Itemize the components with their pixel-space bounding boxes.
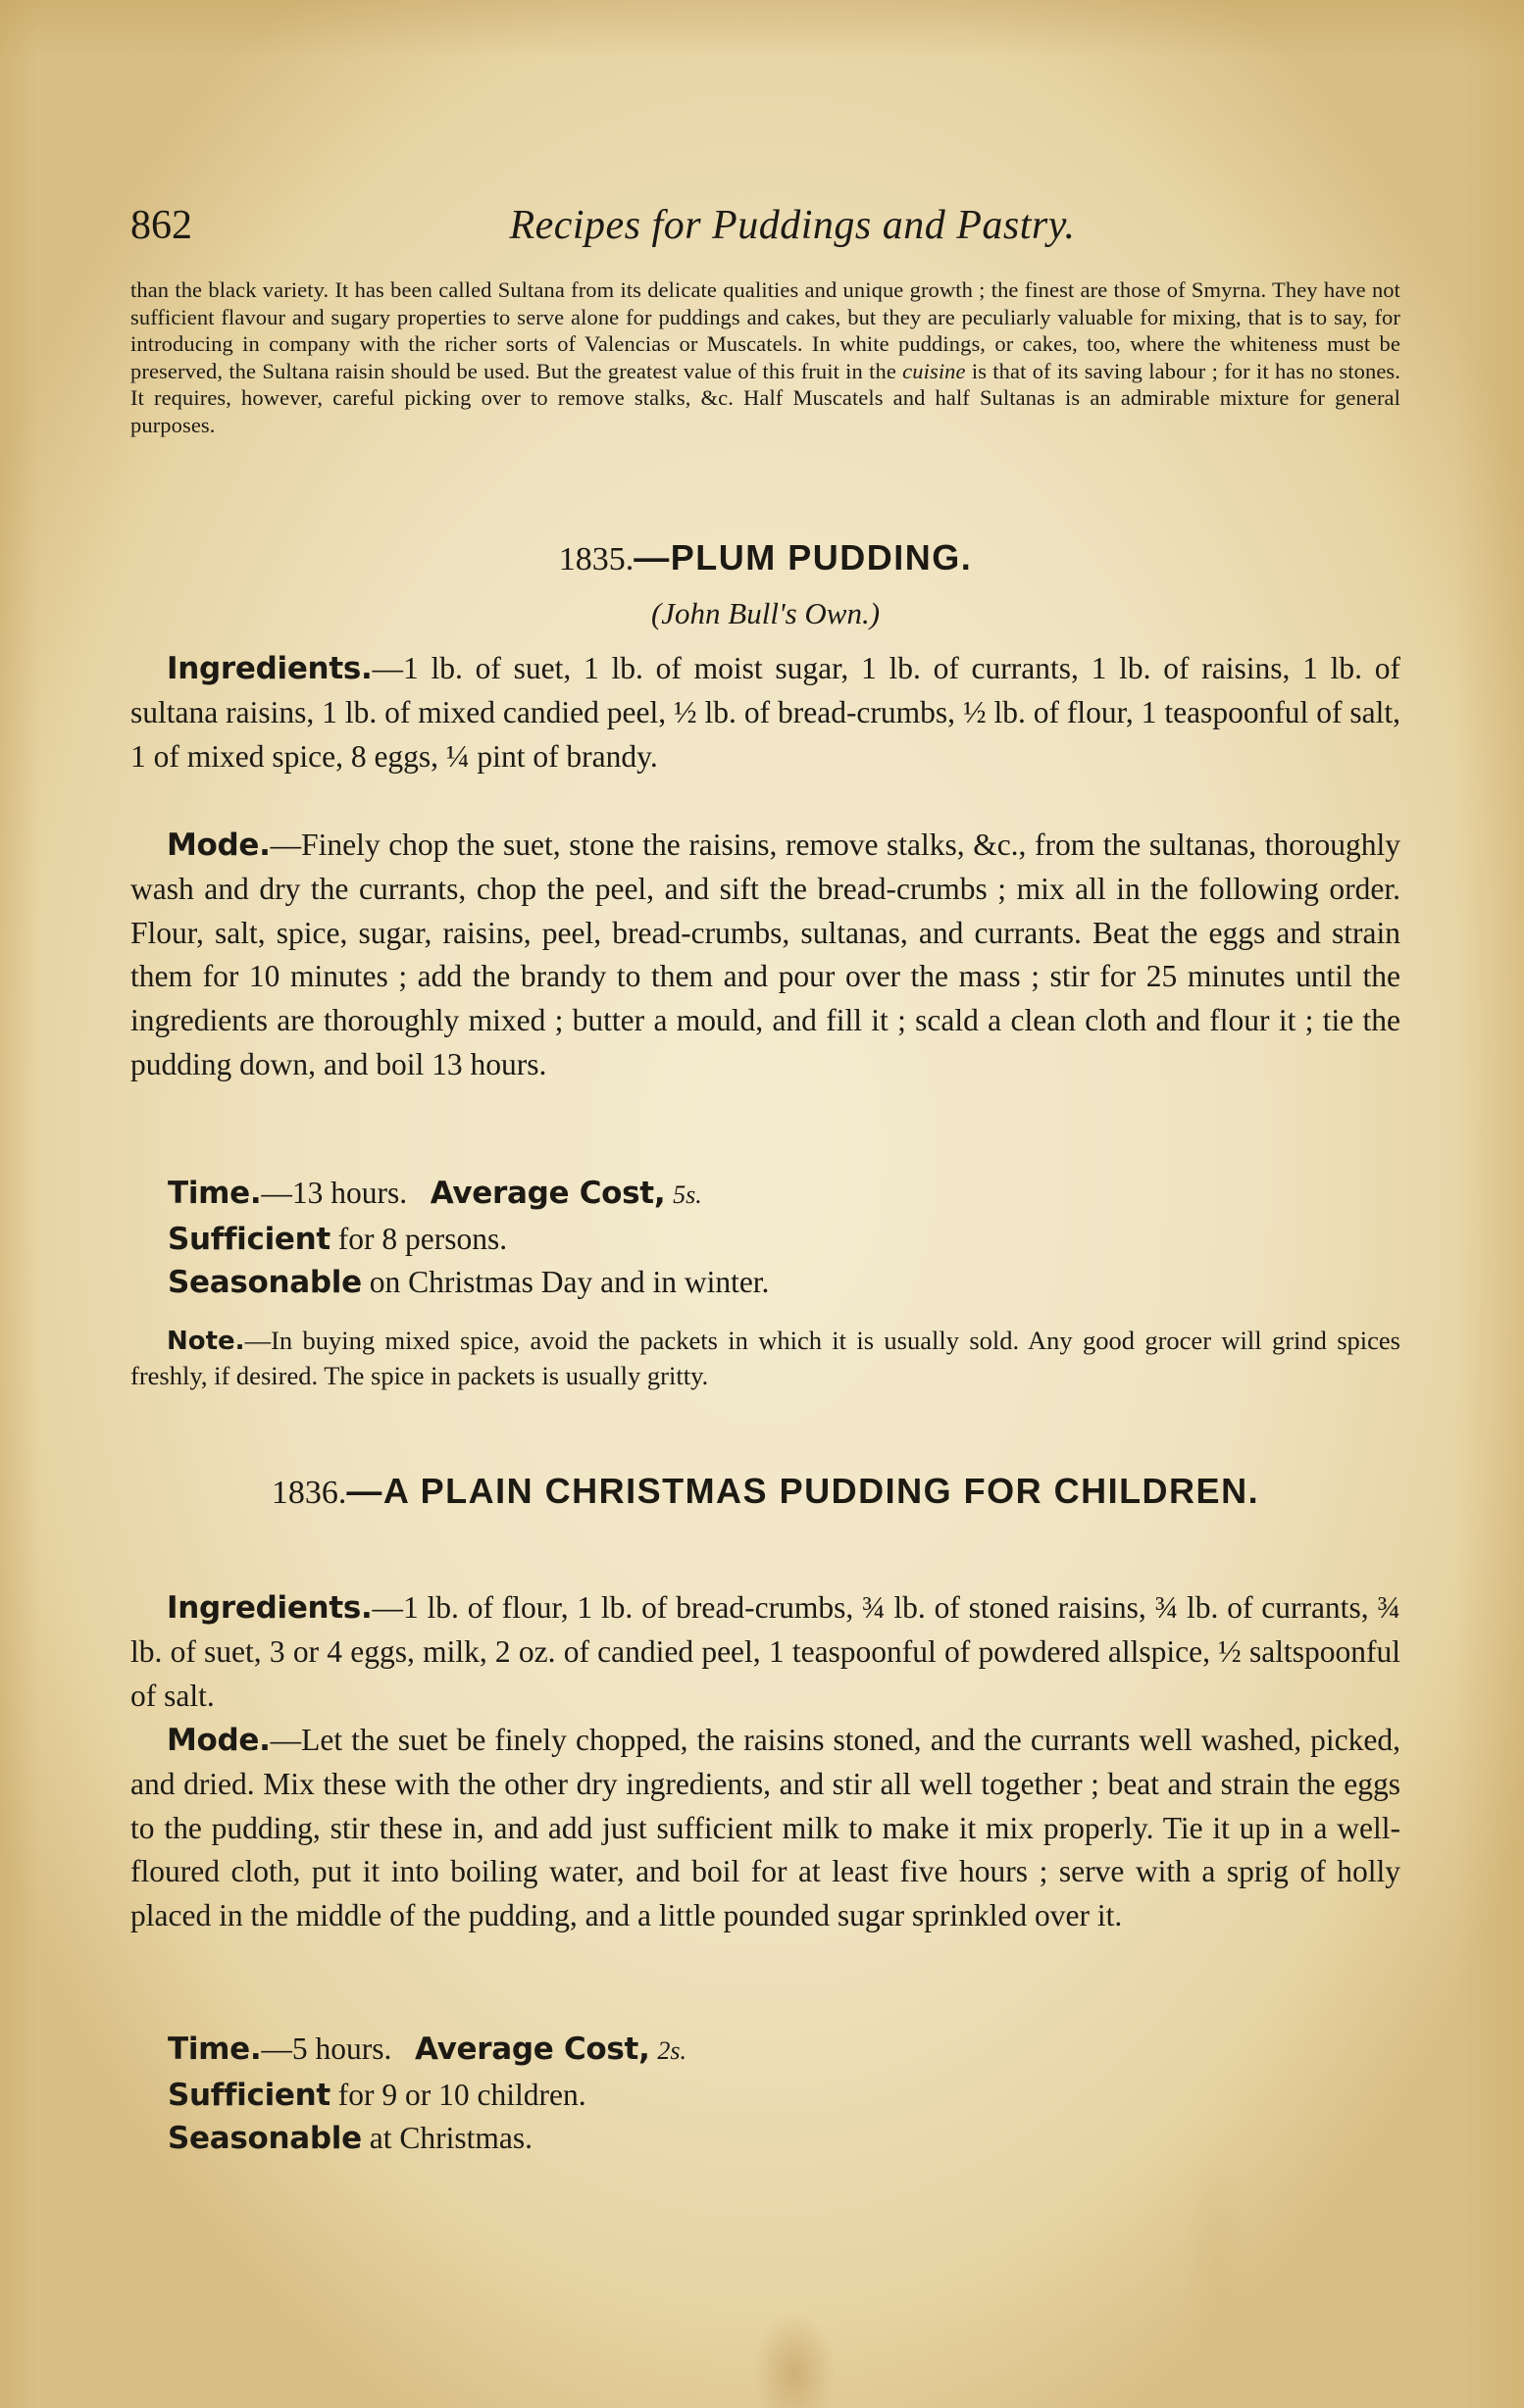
recipe-1835-title: [130, 537, 1400, 578]
recipe-1836-ingredients: [130, 1586, 1400, 1718]
recipe-number: 1836.: [271, 1475, 347, 1511]
cost-value: 2s.: [657, 2036, 687, 2065]
sufficient-value: for 8 persons.: [337, 1221, 508, 1256]
sufficient-line: [130, 2074, 1400, 2118]
recipe-number: 1835.: [558, 541, 635, 577]
cost-value: 5s.: [673, 1180, 702, 1209]
paper-edge-right: [1455, 0, 1524, 2408]
seasonable-line: [130, 1261, 1400, 1305]
time-line: [130, 1172, 1400, 1218]
recipe-1836-mode: [130, 1719, 1400, 1938]
seasonable-label: Seasonable: [168, 1265, 362, 1300]
seasonable-label: Seasonable: [168, 2121, 362, 2156]
ingredients-text: —1 lb. of suet, 1 lb. of moist sugar, 1 lb. of currants, 1 lb. of raisins, 1 lb. of sultana raisins, 1 lb. of mixed candied peel, ½ lb. of bread-crumbs, ½ lb. of flour, 1 teaspoonful of salt, 1 of mixed spice, 8 eggs, ¼ pint of brandy.: [130, 651, 1400, 774]
sufficient-label: Sufficient: [168, 2077, 330, 2113]
seasonable-line: [130, 2117, 1400, 2161]
cost-label: Average Cost,: [430, 1176, 666, 1211]
recipe-1835-ingredients: [130, 647, 1400, 778]
ingredients-label: Ingredients.: [167, 1590, 373, 1626]
ingredients-label: Ingredients.: [167, 651, 373, 686]
recipe-name: —PLUM PUDDING.: [634, 537, 973, 577]
recipe-1835-note: [130, 1324, 1400, 1392]
sufficient-value: for 9 or 10 children.: [337, 2077, 586, 2112]
paper-edge-left: [0, 0, 39, 2408]
ingredients-text: —1 lb. of flour, 1 lb. of bread-crumbs, ¾ lb. of stoned raisins, ¾ lb. of currants, ¾ lb. of suet, 3 or 4 eggs, milk, 2 oz. of candied peel, 1 teaspoonful of powdered allspice, ½ saltspoonful of salt.: [130, 1590, 1400, 1713]
time-value: —5 hours.: [261, 2032, 392, 2066]
time-line: [130, 2028, 1400, 2074]
mode-label: Mode.: [167, 828, 271, 863]
intro-italic-word: cuisine: [902, 358, 966, 383]
recipe-1835-mode: [130, 824, 1400, 1087]
running-title: Recipes for Puddings and Pastry.: [509, 203, 1076, 248]
page-number: 862: [130, 203, 192, 248]
seasonable-value: on Christmas Day and in winter.: [369, 1265, 770, 1299]
intro-text-a: than the black variety. It has been called Sultana from its delicate qualities and unique growth ; the finest are those of Smyrna. They have not sufficient flavour and sugary properties to serve alone for puddings and cakes, but they are peculiarly valuable for mixing, that is to say, for introducing in company with the richer sorts of Valencias or Muscatels. In white puddings, or cakes, too, where the whiteness must be preserved, the Sultana raisin should be used. But the greatest value of this fruit in the: [130, 277, 1400, 383]
note-label: Note.: [167, 1327, 245, 1356]
sufficient-line: [130, 1218, 1400, 1262]
recipe-1836-title: [130, 1463, 1400, 1522]
recipe-1836-meta: [130, 2028, 1400, 2161]
intro-paragraph: [130, 276, 1400, 438]
mode-label: Mode.: [167, 1723, 271, 1758]
mode-text: —Let the suet be finely chopped, the raisins stoned, and the currants well washed, picked, and dried. Mix these with the other dry ingredients, and stir all well together ; beat and strain the eggs to the pudding, stir these in, and add just sufficient milk to make it mix properly. Tie it up in a well-floured cloth, put it into boiling water, and boil for at least five hours ; serve with a sprig of holly placed in the middle of the pudding, and a little pounded sugar sprinkled over it.: [130, 1723, 1400, 1933]
seasonable-value: at Christmas.: [369, 2121, 533, 2155]
note-text: —In buying mixed spice, avoid the packets in which it is usually sold. Any good grocer will grind spices freshly, if desired. The spice in packets is usually gritty.: [130, 1326, 1400, 1390]
mode-text: —Finely chop the suet, stone the raisins, remove stalks, &c., from the sultanas, thoroughly wash and dry the currants, chop the peel, and sift the bread-crumbs ; mix all in the following order. Flour, salt, spice, sugar, raisins, peel, bread-crumbs, sultanas, and currants. Beat the eggs and strain them for 10 minutes ; add the brandy to them and pour over the mass ; stir for 25 minutes until the ingredients are thoroughly mixed ; butter a mould, and fill it ; scald a clean cloth and flour it ; tie the pudding down, and boil 13 hours.: [130, 828, 1400, 1081]
time-value: —13 hours.: [261, 1176, 408, 1210]
recipe-1835-subtitle: (John Bull's Own.): [650, 596, 881, 630]
recipe-1835-meta: [130, 1172, 1400, 1305]
time-label: Time.: [168, 1176, 262, 1211]
time-label: Time.: [168, 2032, 262, 2067]
cost-label: Average Cost,: [415, 2032, 650, 2067]
sufficient-label: Sufficient: [168, 1221, 330, 1257]
recipe-name: —A PLAIN CHRISTMAS PUDDING FOR CHILDREN.: [346, 1471, 1260, 1511]
intro-text-b: is that of its saving labour ; for it has no stones. It requires, however, careful picking over to remove stalks, &c. Half Muscatels and half Sultanas is an admirable mixture for general purposes.: [130, 358, 1400, 437]
paper-stain-top: [0, 0, 1524, 59]
running-head: [130, 201, 1400, 250]
